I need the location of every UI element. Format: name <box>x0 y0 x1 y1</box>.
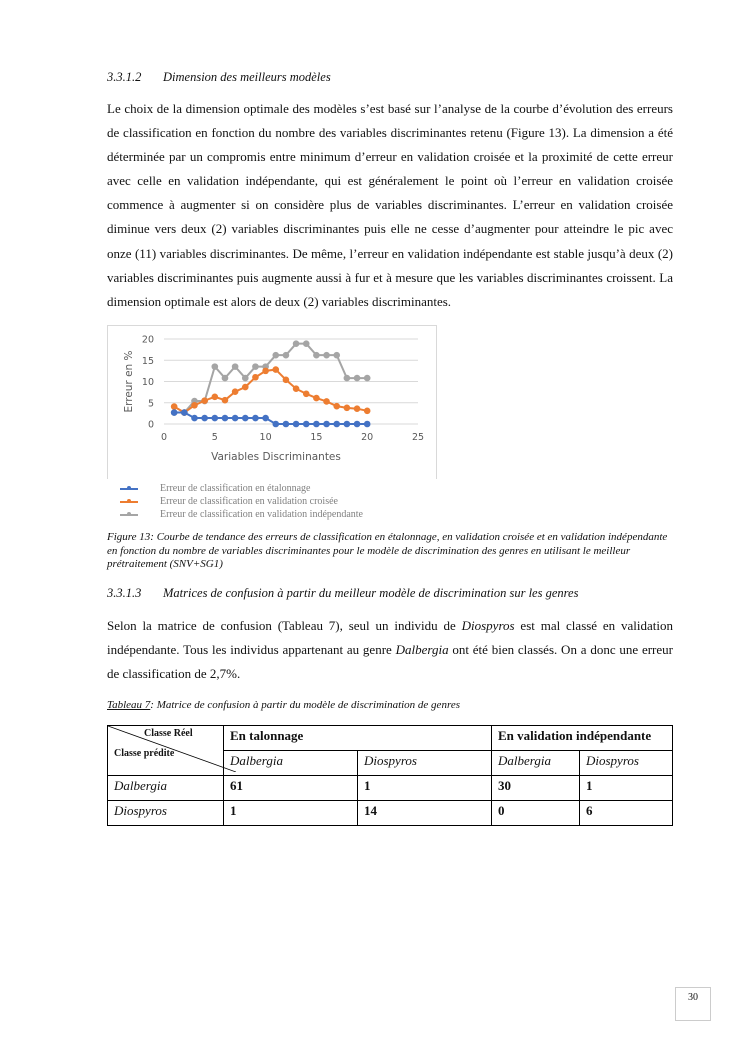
data-point <box>364 375 371 382</box>
legend-item <box>120 482 363 495</box>
legend-label: Erreur de classification en validation indépendante <box>160 509 363 520</box>
data-point <box>262 415 269 422</box>
section-heading-3-3-1-3 <box>107 586 578 601</box>
cell: 14 <box>358 801 492 826</box>
legend-swatch-blue <box>120 488 138 490</box>
data-point <box>232 363 239 370</box>
data-point <box>222 397 229 404</box>
corner-cell <box>108 726 224 776</box>
section-title: Dimension des meilleurs modèles <box>163 70 331 84</box>
data-point <box>272 352 279 359</box>
data-point <box>283 421 290 428</box>
line-chart <box>108 326 436 479</box>
data-point <box>252 363 259 370</box>
data-point <box>313 395 320 402</box>
data-point <box>293 340 300 347</box>
cell: 61 <box>224 776 358 801</box>
column-header: Dalbergia <box>492 751 580 776</box>
chart-legend <box>120 482 363 521</box>
table-label: Tableau 7 <box>107 699 151 711</box>
cell: 30 <box>492 776 580 801</box>
data-point <box>212 394 219 401</box>
legend-swatch-gray <box>120 514 138 516</box>
y-tick-label: 20 <box>141 334 154 346</box>
data-point <box>293 421 300 428</box>
cell: 0 <box>492 801 580 826</box>
x-tick-label: 20 <box>361 432 374 443</box>
data-point <box>252 415 259 422</box>
data-point <box>333 403 340 410</box>
data-point <box>364 408 371 415</box>
section-number: 3.3.1.2 <box>107 70 142 84</box>
data-point <box>333 421 340 428</box>
data-point <box>354 405 361 412</box>
confusion-matrix-table <box>107 725 673 826</box>
x-tick-label: 25 <box>411 432 425 443</box>
column-header: Diospyros <box>580 751 673 776</box>
x-tick-label: 0 <box>160 432 168 443</box>
data-point <box>344 405 351 412</box>
table-caption-text: : Matrice de confusion à partir du modèle de discrimination de genres <box>150 699 460 711</box>
column-header: Diospyros <box>358 751 492 776</box>
genus-name: Diospyros <box>461 618 515 633</box>
legend-label: Erreur de classification en validation croisée <box>160 496 338 507</box>
data-point <box>242 375 249 382</box>
data-point <box>272 366 279 373</box>
text: est mal classé en validation indépendante. Tous les individus appartenant au genre <box>107 618 674 658</box>
data-point <box>201 415 208 422</box>
data-point <box>344 375 351 382</box>
section-number: 3.3.1.3 <box>107 586 142 600</box>
data-point <box>191 415 198 422</box>
table-caption <box>107 699 673 713</box>
data-point <box>344 421 351 428</box>
data-point <box>303 391 310 398</box>
legend-swatch-orange <box>120 501 138 503</box>
corner-header-real: Classe Réel <box>144 728 193 739</box>
data-point <box>232 388 239 395</box>
data-point <box>323 352 330 359</box>
data-point <box>354 375 361 382</box>
text: ont été bien classés. On a donc une erreur de classification de 2,7%. <box>107 642 673 682</box>
data-point <box>313 421 320 428</box>
data-point <box>283 377 290 384</box>
data-point <box>262 368 269 375</box>
data-point <box>222 375 229 382</box>
y-tick-label: 15 <box>141 355 154 367</box>
legend-label: Erreur de classification en étalonnage <box>160 483 311 494</box>
data-point <box>242 415 249 422</box>
data-point <box>171 409 178 416</box>
data-point <box>354 421 361 428</box>
section-heading-3-3-1-2 <box>107 70 331 85</box>
cell: 6 <box>580 801 673 826</box>
column-header: Dalbergia <box>224 751 358 776</box>
data-point <box>212 363 219 370</box>
data-point <box>293 385 300 392</box>
y-axis-title: Erreur en % <box>123 350 135 413</box>
data-point <box>303 421 310 428</box>
cell: 1 <box>224 801 358 826</box>
data-point <box>323 398 330 405</box>
genus-name: Dalbergia <box>395 642 449 658</box>
row-header: Dalbergia <box>108 776 224 801</box>
x-tick-label: 5 <box>211 432 218 443</box>
figure-caption: Figure 13: Courbe de tendance des erreurs de classification en étalonnage, en validation croisée et en validation indépendante en fonction du nombre de variables discriminantes pour le modèle de discrimination des genres en utilisant le meilleur prétraitement (SNV+SG1) <box>107 531 668 570</box>
data-point <box>242 384 249 391</box>
x-tick-label: 15 <box>310 432 323 443</box>
data-point <box>222 415 229 422</box>
y-tick-label: 5 <box>147 398 154 410</box>
table-row <box>108 776 673 801</box>
cell: 1 <box>580 776 673 801</box>
data-point <box>191 402 198 409</box>
y-tick-label: 0 <box>147 419 154 431</box>
x-tick-label: 10 <box>259 432 272 443</box>
data-point <box>252 374 259 381</box>
paragraph-dimension: Le choix de la dimension optimale des modèles s’est basé sur l’analyse de la courbe d’évolution des erreurs de classification en fonction du nombre des variables discriminantes retenu (Figure 13). La dimension a été déterminée par un compromis entre minimum d’erreur en validation croisée et la proximité de cette erreur avec celle en validation indépendante, qui est généralement le point où l’erreur en validation croisée commence à augmenter si on considère plus de variables discriminantes. L’erreur en validation croisée diminue vers deux (2) variables discriminantes puis elle ne cesse d’augmenter pour atteindre le pic avec onze (11) variables discriminantes. De même, l’erreur en validation indépendante est stable jusqu’à deux (2) variables discriminantes puis augmente aussi à fur et à mesure que les variables discriminantes croissent. La dimension optimale est alors de deux (2) variables discriminantes. <box>107 101 673 309</box>
chart-frame <box>107 325 437 479</box>
group-header: En talonnage <box>224 726 492 751</box>
legend-item <box>120 508 363 521</box>
data-point <box>181 409 188 416</box>
table-row <box>108 801 673 826</box>
x-axis-title: Variables Discriminantes <box>211 451 341 463</box>
group-header: En validation indépendante <box>492 726 673 751</box>
text: Selon la matrice de confusion (Tableau 7), seul un individu de <box>107 618 462 633</box>
page-number: 30 <box>675 987 711 1021</box>
data-point <box>364 421 371 428</box>
data-point <box>272 421 279 428</box>
data-point <box>333 352 340 359</box>
corner-header-predicted: Classe prédite <box>114 748 175 759</box>
data-point <box>313 352 320 359</box>
row-header: Diospyros <box>108 801 224 826</box>
data-point <box>171 403 178 410</box>
data-point <box>201 397 208 404</box>
paragraph-confusion <box>107 614 673 686</box>
data-point <box>323 421 330 428</box>
data-point <box>303 340 310 347</box>
section-title: Matrices de confusion à partir du meilleur modèle de discrimination sur les genres <box>163 586 579 600</box>
data-point <box>232 415 239 422</box>
legend-item <box>120 495 363 508</box>
data-point <box>212 415 219 422</box>
cell: 1 <box>358 776 492 801</box>
y-tick-label: 10 <box>141 377 154 388</box>
data-point <box>283 352 290 359</box>
